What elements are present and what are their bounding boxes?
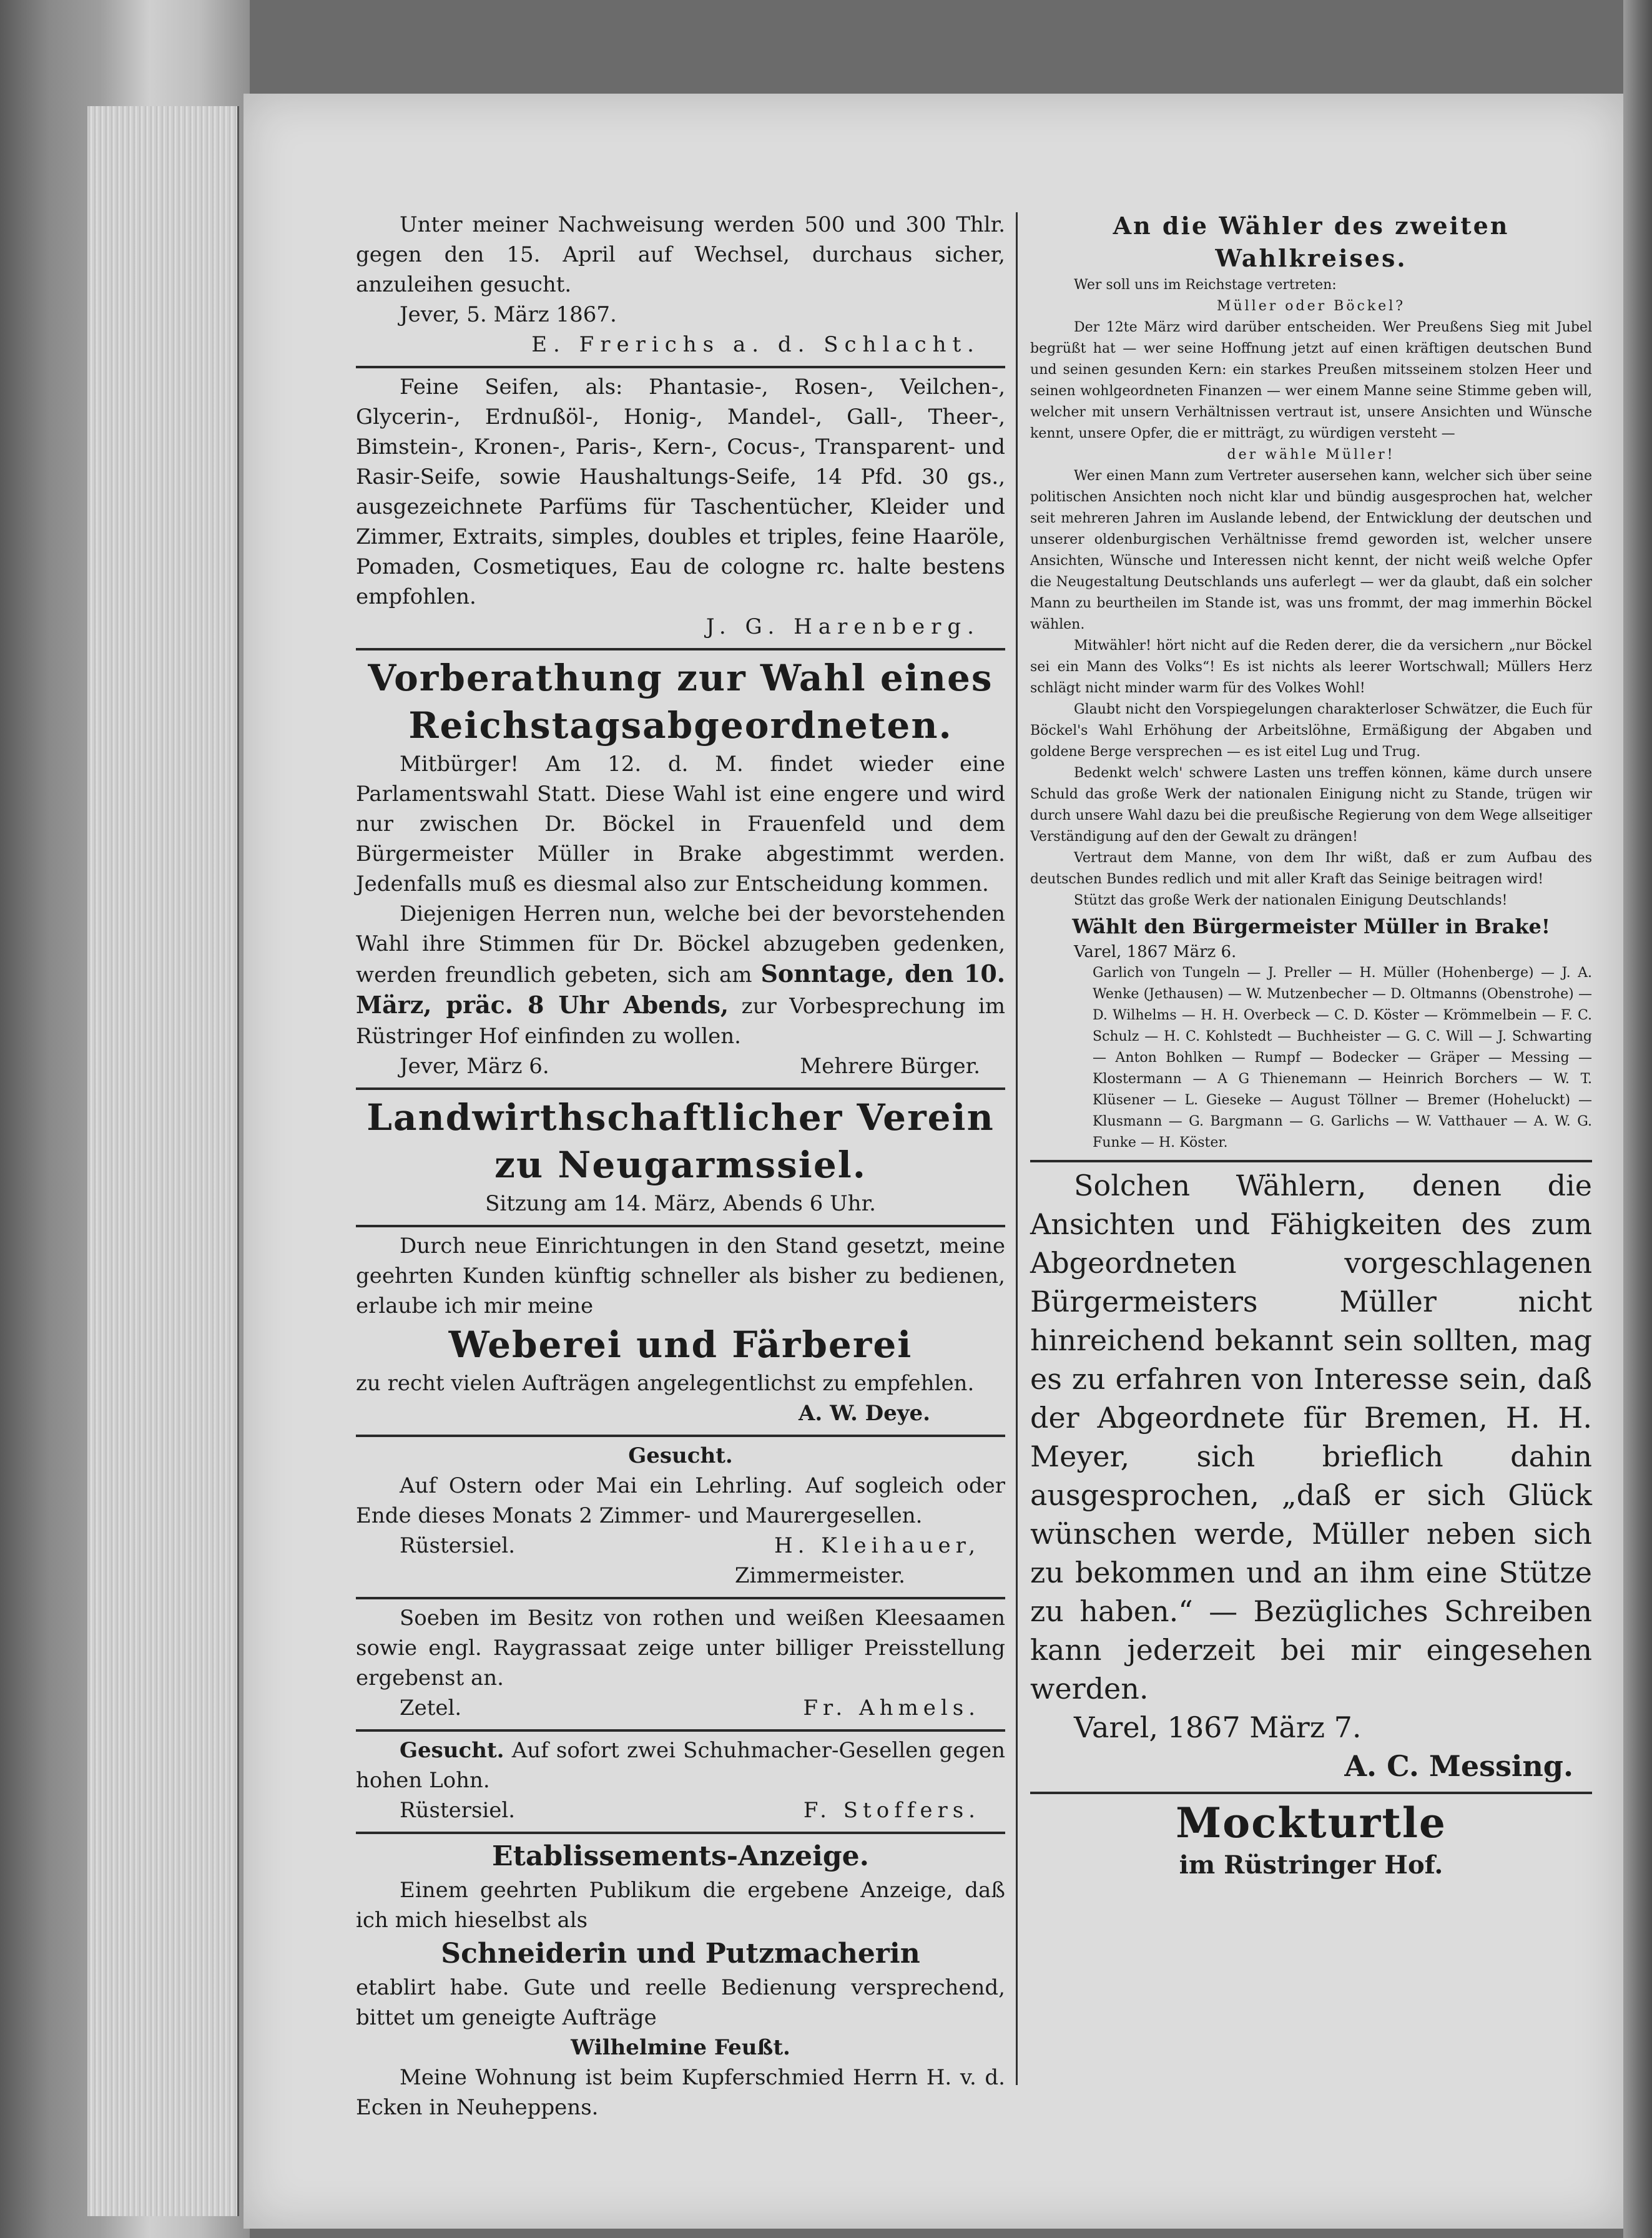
ad-wanted1-text: Auf Ostern oder Mai ein Lehrling. Auf sogleich oder Ende dieses Monats 2 Zimmer- und Maurergesellen. xyxy=(356,1473,1005,1528)
ad-messing-letter xyxy=(1030,1162,1592,1794)
ad-election-title: Vorberathung zur Wahl eines Reichstagsabgeordneten. xyxy=(368,657,993,747)
ad-establishment xyxy=(356,1834,1005,2129)
ad-wanted1-footer xyxy=(356,1531,1005,1561)
ad-wanted2-text xyxy=(356,1735,1005,1795)
ad-voters-p1: Der 12te März wird darüber entscheiden. Wer Preußens Sieg mit Jubel begrüßt hat — wer seine Hoffnung jetzt auf einen kräftigen deutschen Bund und seinen gesunden Kern: ein starkes Preußen mitsseinem stolzen Heer und seinen wohlgeordneten Finanzen — wer einem Manne seine Stimme geben will, welcher mit unsern Verhältnissen vertraut ist, unsere Ansichten und Wünsche kennt, unsere Opfer, die er mitträgt, zu würdigen versteht — xyxy=(1030,320,1592,441)
column-divider xyxy=(1016,212,1018,2085)
ad-agricultural-society xyxy=(356,1090,1005,1227)
ad-election-para2-rest: zur Vorbesprechung im Rüstringer Hof einfinden zu wollen. xyxy=(356,994,1006,1049)
ad-voters-appeal xyxy=(1030,206,1592,1162)
ad-voters-p3: Mitwähler! hört nicht auf die Reden derer, die da versichern „nur Böckel sei ein Mann des Volks“! Es ist nichts als leerer Wortschwall; Müllers Herz schlägt nicht minder warm für des Volkes Wohl! xyxy=(1030,638,1592,696)
ad-weaving-text2: zu recht vielen Aufträgen angelegentlichst zu empfehlen. xyxy=(356,1371,975,1396)
ad-election-place-date: Jever, März 6. xyxy=(400,1054,549,1079)
ad-weaving-heading: Weberei und Färberei xyxy=(448,1323,913,1366)
ad-voters-p5: Bedenkt welch' schwere Lasten uns treffen können, käme durch unsere Schuld das große Werk der nationalen Einigung nicht zu Stande, trügen wir durch unsere Wahl dazu bei die preußische Regierung von dem Wege allseitiger Verständigung auf den der Gewalt zu drängen! xyxy=(1030,765,1592,845)
ad-establishment-text: Einem geehrten Publikum die ergebene Anzeige, daß ich mich hieselbst als xyxy=(356,1878,1005,1933)
ad-soaps xyxy=(356,368,1005,650)
ad-loan xyxy=(356,206,1005,368)
ad-soaps-text: Feine Seifen, als: Phantasie-, Rosen-, Veilchen-, Glycerin-, Erdnußöl-, Honig-, Mandel-, Gall-, Theer-, Bimstein-, Kronen-, Paris-, Kern-, Cocus-, Transparent- und Rasir-Seife, sowie Haushaltungs-Seife, 14 Pfd. 30 gs., ausgezeichnete Parfüms für Taschentücher, Kleider und Zimmer, Extraits, simples, doubles et triples, feine Haaröle, Pomaden, Cosmetiques, Eau de cologne rc. halte bestens empfohlen. xyxy=(356,375,1005,609)
ad-messing-signature: A. C. Messing. xyxy=(1344,1749,1573,1783)
ad-clover-seed xyxy=(356,1599,1005,1732)
ad-election-para2-bold: Sonntage, den 10. März, präc. 8 Uhr Abends, xyxy=(356,959,1005,1019)
ad-wanted2-place: Rüstersiel. xyxy=(400,1798,516,1823)
ad-establishment-heading: Schneiderin und Putzmacherin xyxy=(441,1938,920,1970)
ad-loan-text: Unter meiner Nachweisung werden 500 und 300 Thlr. gegen den 15. April auf Wechsel, durchaus sicher, anzuleihen gesucht. xyxy=(356,212,1005,297)
ad-establishment-text2: etablirt habe. Gute und reelle Bedienung versprechend, bittet um geneigte Aufträge xyxy=(356,1975,1005,2030)
ad-establishment-signature: Wilhelmine Feußt. xyxy=(571,2035,790,2060)
ad-wanted-apprentice xyxy=(356,1437,1005,1599)
ad-election-para2 xyxy=(356,899,1005,1051)
ad-establishment-title: Etablissements-Anzeige. xyxy=(492,1840,869,1872)
ad-voters-question: Wer soll uns im Reichstage vertreten: xyxy=(1074,277,1337,293)
ad-wanted-shoemakers xyxy=(356,1732,1005,1834)
ad-weaving-text: Durch neue Einrichtungen in den Stand gesetzt, meine geehrten Kunden künftig schneller als bisher zu bedienen, erlaube ich mir meine xyxy=(356,1234,1005,1318)
ad-wanted2-heading: Gesucht. xyxy=(400,1738,504,1763)
ad-messing-text: Solchen Wählern, denen die Ansichten und Fähigkeiten des zum Abgeordneten vorgeschlagenen Bürgermeisters Müller nicht hinreichend bekannt sein sollten, mag es zu erfahren von Interesse sein, daß der Abgeordnete für Bremen, H. H. Meyer, sich brieflich dahin ausgesprochen, „daß er sich Glück wünschen werde, Müller neben sich zu bekommen und an ihm eine Stütze zu haben.“ — Bezügliches Schreiben kann jederzeit bei mir eingesehen werden. xyxy=(1030,1169,1592,1705)
ad-voters-p2: Wer einen Mann zum Vertreter ausersehen kann, welcher sich über seine politischen Ansichten noch nicht klar und bündig ausgesprochen hat, welcher seit mehreren Jahren im Auslande lebend, der Entwicklung der deutschen und unserer oldenburgischen Verhältnisse fremd geworden ist, welcher unsere Ansichten, Wünsche und Interessen nicht kennt, der nicht weiß welche Opfer die Neugestaltung Deutschlands uns auferlegt — wer da glaubt, daß ein solcher Mann zu beurtheilen im Stande ist, was uns frommt, der mag immerhin Böckel wählen. xyxy=(1030,468,1592,632)
ad-election-footer xyxy=(356,1051,1005,1081)
page-right-shadow xyxy=(1623,0,1652,2238)
ad-clover-signature: Fr. Ahmels. xyxy=(803,1696,980,1720)
ad-wanted1-signature: H. Kleihauer, xyxy=(774,1533,980,1558)
ad-wanted1-occupation: Zimmermeister. xyxy=(734,1563,905,1588)
ad-soaps-signature: J. G. Harenberg. xyxy=(706,614,980,639)
ad-clover-place: Zetel. xyxy=(400,1696,462,1720)
right-column xyxy=(1030,206,1592,1889)
ad-mockturtle-title: Mockturtle xyxy=(1176,1799,1447,1847)
ad-wanted2-footer xyxy=(356,1795,1005,1825)
ad-voters-p6: Vertraut dem Manne, von dem Ihr wißt, daß er zum Aufbau des deutschen Bundes redlich und mit aller Kraft das Seinige beitragen wird! xyxy=(1030,850,1592,887)
ad-establishment-text3: Meine Wohnung ist beim Kupferschmied Herrn H. v. d. Ecken in Neuheppens. xyxy=(356,2065,1005,2120)
ad-voters-call: Wählt den Bürgermeister Müller in Brake! xyxy=(1072,915,1550,938)
ad-loan-place-date: Jever, 5. März 1867. xyxy=(400,302,617,327)
left-column xyxy=(356,206,1005,2129)
ad-election-para1: Mitbürger! Am 12. d. M. findet wieder eine Parlamentswahl Statt. Diese Wahl ist eine engere und wird nur zwischen Dr. Böckel in Frauenfeld und dem Bürgermeister Müller in Brake abgestimmt werden. Jedenfalls muß es diesmal also zur Entscheidung kommen. xyxy=(356,752,1005,896)
ad-voters-p1-end: der wähle Müller! xyxy=(1227,447,1395,463)
ad-election-signature: Mehrere Bürger. xyxy=(800,1054,980,1079)
ad-election-meeting xyxy=(356,650,1005,1090)
ad-loan-signature: E. Frerichs a. d. Schlacht. xyxy=(531,332,980,357)
ad-voters-signatories: Garlich von Tungeln — J. Preller — H. Müller (Hohenberge) — J. A. Wenke (Jethausen) — W. Mutzenbecher — D. Oltmanns (Obenstrohe) — D. Wilhelms — H. H. Overbeck — C. D. Köster — Krömmelbein — F. C. Schulz — H. C. Kohlstedt — Buchheister — G. C. Will — J. Schwarting — Anton Bohlken — Rumpf — Bodecker — Gräper — Messing — Klostermann — A G Thienemann — Heinrich Borchers — W. T. Klüsener — L. Gieseke — August Töllner — Bremer (Hoheluckt) — Klusmann — G. Bargmann — G. Garlichs — W. Vatthauer — A. W. G. Funke — H. Köster. xyxy=(1093,965,1592,1151)
ad-agri-title: Landwirthschaftlicher Verein zu Neugarmssiel. xyxy=(366,1096,995,1186)
ad-wanted1-place: Rüstersiel. xyxy=(400,1533,516,1558)
ad-clover-text: Soeben im Besitz von rothen und weißen Kleesaamen sowie engl. Raygrassaat zeige unter billiger Preisstellung ergebenst an. xyxy=(356,1606,1005,1691)
page-stack-edges xyxy=(87,106,239,2216)
ad-weaving xyxy=(356,1227,1005,1437)
ad-agri-subtitle: Sitzung am 14. März, Abends 6 Uhr. xyxy=(485,1191,876,1216)
ad-weaving-signature: A. W. Deye. xyxy=(799,1401,930,1426)
ad-wanted2-signature: F. Stoffers. xyxy=(803,1798,980,1823)
ad-clover-footer xyxy=(356,1693,1005,1723)
ad-mockturtle-subtitle: im Rüstringer Hof. xyxy=(1179,1850,1443,1880)
newspaper-page xyxy=(243,94,1623,2229)
ad-election-para2-text: Diejenigen Herren nun, welche bei der bevorstehenden Wahl ihre Stimmen für Dr. Böckel abzugeben gedenken, werden freundlich gebeten, sich am xyxy=(356,901,1005,988)
ad-voters-title: An die Wähler des zweiten Wahlkreises. xyxy=(1113,212,1510,272)
ad-wanted2-body: Auf sofort zwei Schuhmacher-Gesellen gegen hohen Lohn. xyxy=(356,1738,1005,1793)
ad-voters-question2: Müller oder Böckel? xyxy=(1216,298,1406,314)
ad-voters-place-date: Varel, 1867 März 6. xyxy=(1074,943,1237,961)
ad-voters-p4: Glaubt nicht den Vorspiegelungen charakterloser Schwätzer, die Euch für Böckel's Wahl Erhöhung der Arbeitslöhne, Ermäßigung der Abgaben und goldene Berge versprechen — es ist eitel Lug und Trug. xyxy=(1030,702,1592,760)
ad-mockturtle xyxy=(1030,1794,1592,1889)
ad-messing-place-date: Varel, 1867 März 7. xyxy=(1074,1710,1362,1744)
ad-wanted1-heading: Gesucht. xyxy=(628,1443,733,1468)
ad-voters-p7: Stützt das große Werk der nationalen Einigung Deutschlands! xyxy=(1074,893,1508,908)
